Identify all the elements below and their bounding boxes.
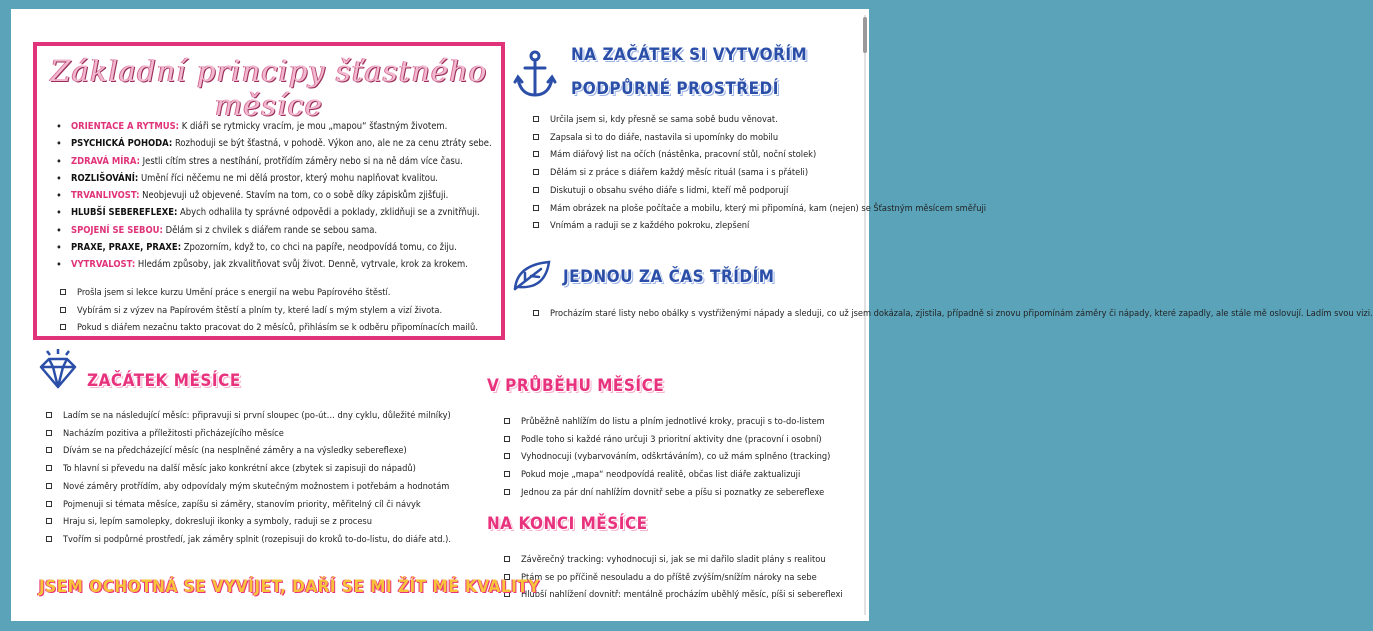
principle-item xyxy=(53,118,503,135)
principle-label: VYTRVALOST: xyxy=(71,259,136,271)
during-item[interactable] xyxy=(501,431,861,449)
principles-list xyxy=(53,118,503,274)
worksheet-page xyxy=(11,9,1373,621)
during-item[interactable] xyxy=(501,466,861,484)
checklist-text: Určila jsem si, kdy přesně se sama sobě budu věnovat. xyxy=(550,114,778,125)
end-list xyxy=(501,551,861,604)
month-start-item[interactable] xyxy=(43,425,493,443)
end-item[interactable] xyxy=(501,551,861,569)
checklist-text: Zapsala si to do diáře, nastavila si upomínky do mobilu xyxy=(550,131,779,143)
principle-label: ORIENTACE A RYTMUS: xyxy=(71,121,180,132)
checkbox-icon[interactable] xyxy=(533,222,539,228)
checkbox-icon[interactable] xyxy=(504,436,510,442)
sorting-title: JEDNOU ZA ČAS TŘÍDÍM xyxy=(563,267,775,287)
principle-item xyxy=(53,135,503,152)
checklist-text: Ptám se po příčině nesouladu a do příště zvýším/snížím nároky na sebe xyxy=(521,571,817,583)
principle-item xyxy=(53,153,503,170)
end-item[interactable] xyxy=(501,569,861,587)
during-item[interactable] xyxy=(501,448,861,466)
sorting-list xyxy=(530,305,1373,323)
checkbox-icon[interactable] xyxy=(46,447,52,453)
month-start-title: ZAČÁTEK MĚSÍCE xyxy=(87,371,241,391)
checkbox-icon[interactable] xyxy=(60,307,66,313)
start-env-item[interactable] xyxy=(530,200,987,218)
checklist-text: Nové záměry protřídím, aby odpovídaly mým skutečným možnostem i potřebám a hodnotám xyxy=(63,480,450,492)
checkbox-icon[interactable] xyxy=(533,169,539,175)
checkbox-icon[interactable] xyxy=(504,556,510,562)
principle-item xyxy=(53,222,503,239)
checkbox-icon[interactable] xyxy=(533,134,539,140)
checklist-text: Ladím se na následující měsíc: připravuji si první sloupec (po-út… dny cyklu, důležité milníky) xyxy=(63,410,451,421)
month-start-item[interactable] xyxy=(43,496,493,514)
month-start-item[interactable] xyxy=(43,513,493,531)
end-title: NA KONCI MĚSÍCE xyxy=(487,514,648,534)
checkbox-icon[interactable] xyxy=(504,471,510,477)
slogan: JSEM OCHOTNÁ SE VYVÍJET, DAŘÍ SE MI ŽÍT MÉ KVALITY xyxy=(39,577,540,597)
end-item[interactable] xyxy=(501,586,861,604)
principle-label: PRAXE, PRAXE, PRAXE: xyxy=(71,242,182,254)
principle-check-item[interactable] xyxy=(57,319,497,337)
checkbox-icon[interactable] xyxy=(533,310,539,316)
checklist-text: Dívám se na předcházející měsíc (na nesplněné záměry a na výsledky sebereflexe) xyxy=(63,445,407,457)
checkbox-icon[interactable] xyxy=(46,536,52,542)
principles-box xyxy=(33,42,505,340)
scrollbar-thumb[interactable] xyxy=(863,17,867,53)
principle-label: HLUBŠÍ SEBEREFLEXE: xyxy=(71,207,178,219)
checklist-text: Prošla jsem si lekce kurzu Umění práce s energií na webu Papírového štěstí. xyxy=(77,287,391,298)
checklist-text: Pokud moje „mapa“ neodpovídá realitě, občas list diáře zaktualizuji xyxy=(521,469,801,481)
principles-checklist xyxy=(57,284,497,337)
start-env-item[interactable] xyxy=(530,146,850,164)
checkbox-icon[interactable] xyxy=(504,453,510,459)
principle-check-item[interactable] xyxy=(57,284,497,302)
checkbox-icon[interactable] xyxy=(533,205,539,211)
start-env-item[interactable] xyxy=(530,129,850,147)
start-env-item[interactable] xyxy=(530,182,850,200)
checklist-text: To hlavní si převedu na další měsíc jako konkrétní akce (zbytek si zapisuji do nápadů) xyxy=(63,463,416,475)
principle-item xyxy=(53,204,503,221)
start-env-title-1: NA ZAČÁTEK SI VYTVOŘÍM xyxy=(571,45,808,65)
principle-label: ROZLIŠOVÁNÍ: xyxy=(71,172,139,184)
checklist-text: Jednou za pár dní nahlížím dovnitř sebe a píšu si poznatky ze sebereflexe xyxy=(521,486,825,498)
during-title: V PRŮBĚHU MĚSÍCE xyxy=(487,376,665,396)
principle-check-item[interactable] xyxy=(57,302,497,320)
checklist-text: Pokud s diářem nezačnu takto pracovat do 2 měsíců, přihlásím se k odběru připomínacích mailů. xyxy=(77,322,478,334)
start-env-title-2: PODPŮRNÉ PROSTŘEDÍ xyxy=(571,79,779,99)
checkbox-icon[interactable] xyxy=(46,430,52,436)
checkbox-icon[interactable] xyxy=(60,324,66,330)
checklist-text: Mám obrázek na ploše počítače a mobilu, který mi připomíná, kam (nejen) se Šťastným měsícem směřuji xyxy=(550,202,987,214)
month-start-item[interactable] xyxy=(43,442,493,460)
checklist-text: Vyhodnocuji (vybarvováním, odškrtáváním), co už mám splněno (tracking) xyxy=(521,451,831,463)
start-env-item[interactable] xyxy=(530,111,850,129)
checkbox-icon[interactable] xyxy=(533,187,539,193)
month-start-item[interactable] xyxy=(43,478,493,496)
principle-label: ZDRAVÁ MÍRA: xyxy=(71,155,140,167)
month-start-item[interactable] xyxy=(43,531,493,549)
sorting-item[interactable] xyxy=(530,305,1373,323)
principle-text: Umění říci něčemu ne mi dělá prostor, který mohu naplňovat kvalitou. xyxy=(138,172,438,184)
principle-text: Hledám způsoby, jak zkvalitňovat svůj život. Denně, vytrvale, krok za krokem. xyxy=(135,259,468,271)
anchor-icon xyxy=(513,49,557,101)
checklist-text: Vnímám a raduji se z každého pokroku, zlepšení xyxy=(550,220,750,232)
principles-title: Základní principy šťastného měsíce xyxy=(50,54,488,122)
principle-label: SPOJENÍ SE SEBOU: xyxy=(71,224,163,236)
checklist-text: Průběžně nahlížím do listu a plním jednotlivé kroky, pracuji s to-do-listem xyxy=(521,416,825,427)
checkbox-icon[interactable] xyxy=(60,289,66,295)
principle-text: Rozhoduji se být šťastná, v pohodě. Výkon ano, ale ne za cenu ztráty sebe. xyxy=(172,138,492,150)
principle-item xyxy=(53,170,503,187)
month-start-item[interactable] xyxy=(43,407,493,425)
during-item[interactable] xyxy=(501,484,861,502)
start-env-list xyxy=(530,111,987,235)
diamond-icon xyxy=(35,347,81,393)
start-env-item[interactable] xyxy=(530,217,850,235)
principle-text: Neobjevuji už objevené. Stavím na tom, co o sobě díky zápiskům zjišťuji. xyxy=(139,190,449,202)
principle-text: Abych odhalila ty správné odpovědi a poklady, zklidňuji se a zvnitřňuji. xyxy=(177,207,480,219)
principle-label: PSYCHICKÁ POHODA: xyxy=(71,138,173,150)
principle-label: TRVANLIVOST: xyxy=(71,190,140,202)
during-list xyxy=(501,413,861,502)
principle-item xyxy=(53,256,503,273)
checkbox-icon[interactable] xyxy=(533,151,539,157)
checklist-text: Dělám si z práce s diářem každý měsíc rituál (sama i s přáteli) xyxy=(550,167,809,179)
checkbox-icon[interactable] xyxy=(46,465,52,471)
principle-text: Jestli cítím stres a nestíhání, protřídím záměry nebo si na ně dám více času. xyxy=(139,155,463,167)
checklist-text: Hraju si, lepím samolepky, dokresluji ikonky a symboly, raduji se z procesu xyxy=(63,516,372,528)
month-start-list xyxy=(43,407,493,549)
checkbox-icon[interactable] xyxy=(46,412,52,418)
checklist-text: Mám diářový list na očích (nástěnka, pracovní stůl, noční stolek) xyxy=(550,149,817,161)
month-start-item[interactable] xyxy=(43,460,493,478)
start-env-item[interactable] xyxy=(530,164,850,182)
checkbox-icon[interactable] xyxy=(46,518,52,524)
principle-text: Dělám si z chvilek s diářem rande se sebou sama. xyxy=(162,224,378,236)
leaf-icon xyxy=(511,259,553,293)
checkbox-icon[interactable] xyxy=(46,483,52,489)
checklist-text: Procházím staré listy nebo obálky s vystřiženými nápady a sleduji, co už jsem dokázala, zjistila, případně si znovu připomínám záměry či nápady, které zapadly, ale stále mě oslovují. Ladím svou vizi. xyxy=(550,308,1373,319)
principle-item xyxy=(53,187,503,204)
checkbox-icon[interactable] xyxy=(504,418,510,424)
checklist-text: Tvořím si podpůrné prostředí, jak záměry splnit (rozepisuji do kroků to-do-listu, do diáře atd.). xyxy=(63,533,451,545)
checklist-text: Diskutuji o obsahu svého diáře s lidmi, kteří mě podporují xyxy=(550,184,789,196)
principle-text: Zpozorním, když to, co chci na papíře, neodpovídá tomu, co žiju. xyxy=(181,242,457,254)
checkbox-icon[interactable] xyxy=(504,489,510,495)
during-item[interactable] xyxy=(501,413,861,431)
principle-item xyxy=(53,239,503,256)
checklist-text: Pojmenuji si témata měsíce, zapíšu si záměry, stanovím priority, měřitelný cíl či návyk xyxy=(63,498,421,510)
checklist-text: Vybírám si z výzev na Papírovém štěstí a plním ty, které ladí s mým stylem a vizí života. xyxy=(77,304,443,316)
checklist-text: Podle toho si každé ráno určuji 3 prioritní aktivity dne (pracovní i osobní) xyxy=(521,433,822,445)
checklist-text: Hlubší nahlížení dovnitř: mentálně procházím uběhlý měsíc, píši si sebereflexi xyxy=(521,589,843,601)
checklist-text: Nacházím pozitiva a příležitosti přicházejícího měsíce xyxy=(63,427,284,439)
principle-text: K diáři se rytmicky vracím, je mou „mapou“ šťastným životem. xyxy=(179,121,448,132)
checkbox-icon[interactable] xyxy=(46,501,52,507)
checkbox-icon[interactable] xyxy=(533,116,539,122)
checklist-text: Závěrečný tracking: vyhodnocuji si, jak se mi dařilo sladit plány s realitou xyxy=(521,554,826,565)
